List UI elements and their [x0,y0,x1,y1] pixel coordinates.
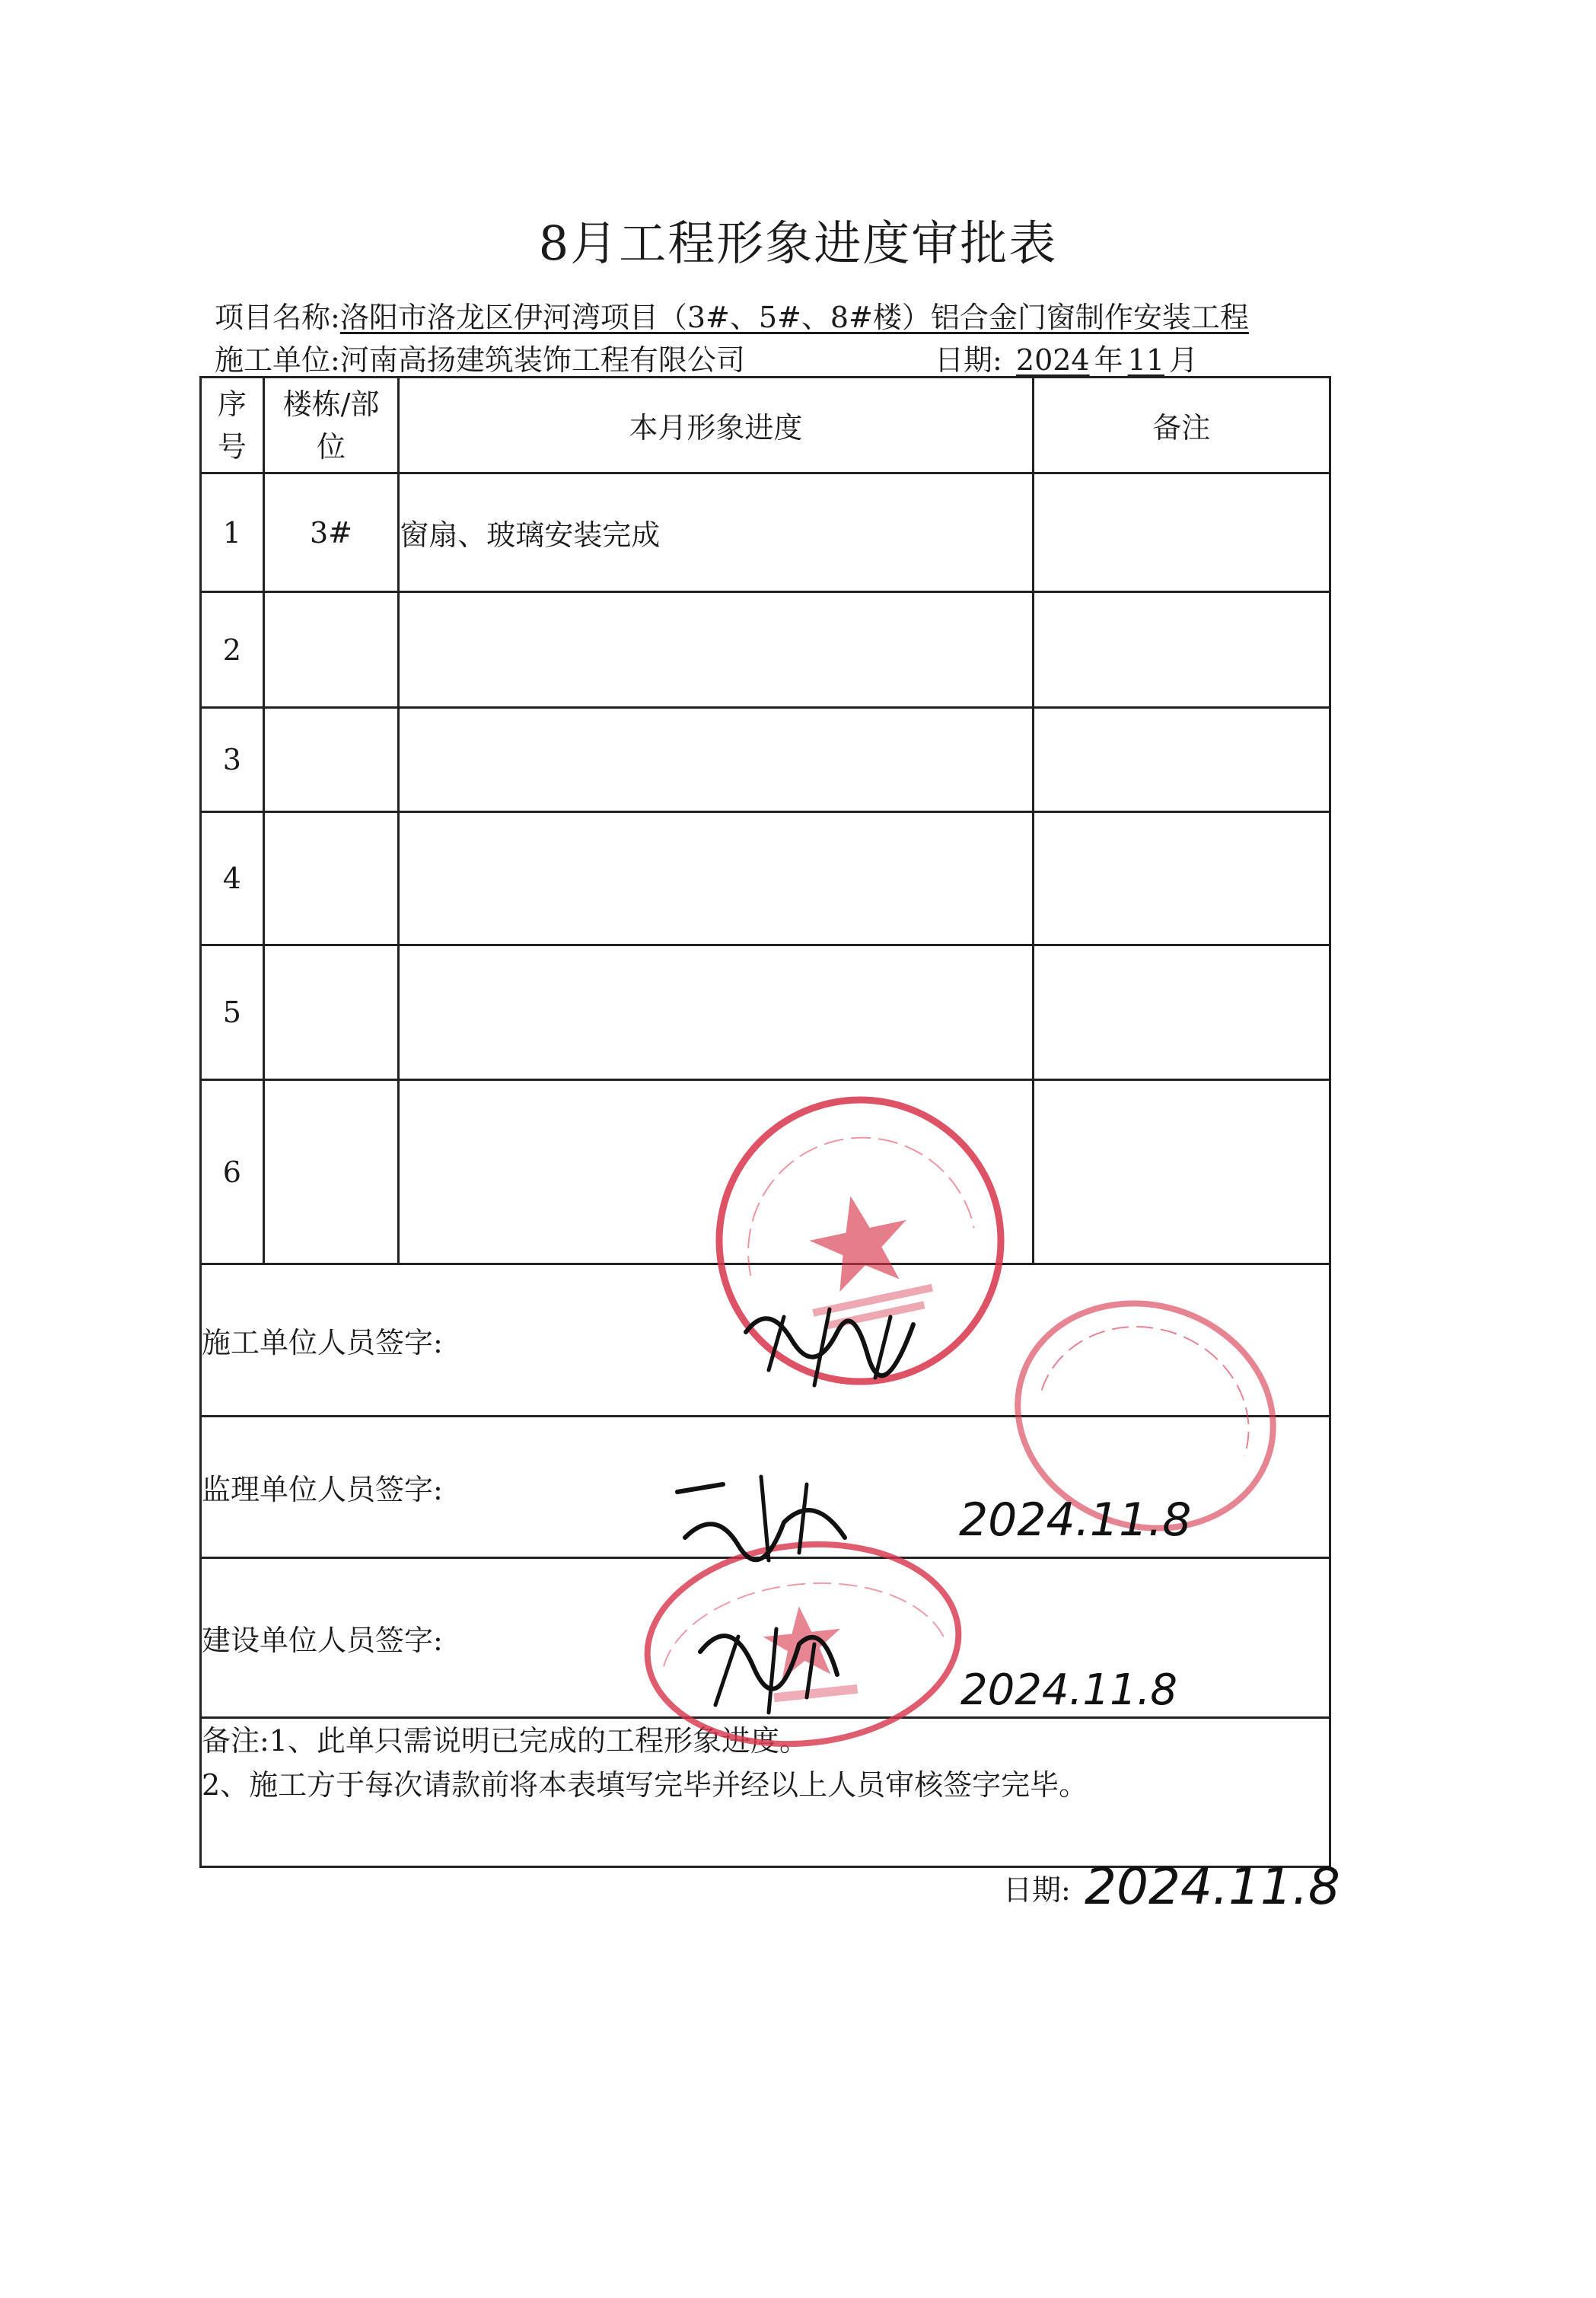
date-row [935,336,1198,378]
contractor-signature-row [201,1264,1330,1417]
row-progress: 窗扇、玻璃安装完成 [399,473,1033,592]
date-month: 11 [1127,343,1164,377]
project-row [215,294,1249,336]
contractor-signature-label: 施工单位人员签字: [201,1264,1330,1417]
row-note [1033,473,1330,592]
row-progress [399,1080,1033,1264]
row-note [1033,812,1330,945]
row-location [263,812,399,945]
row-no: 6 [201,1080,264,1264]
bottom-handwritten-date: 2024.11.8 [1085,1857,1340,1916]
row-note [1033,708,1330,812]
row-no: 3 [201,708,264,812]
header-progress: 本月形象进度 [399,378,1033,473]
bottom-date [1003,1866,1071,1908]
header-location: 楼栋/部 位 [263,378,399,473]
header-no: 序 号 [201,378,264,473]
row-location [263,1080,399,1264]
row-location: 3# [263,473,399,592]
project-label: 项目名称: [215,301,340,334]
owner-signature-label: 建设单位人员签字: [201,1558,1330,1718]
date-label: 日期: [935,343,1002,377]
row-progress [399,708,1033,812]
table-row [201,1080,1330,1264]
row-location [263,592,399,708]
row-note [1033,945,1330,1080]
date-year: 2024 [1015,343,1090,377]
contractor-label: 施工单位: [215,343,340,377]
bottom-date-label: 日期: [1003,1873,1071,1907]
remarks [201,1718,1330,1867]
remarks-row [201,1718,1330,1867]
contractor-name: 河南高扬建筑装饰工程有限公司 [339,343,745,377]
header-note: 备注 [1033,378,1330,473]
contractor-row [215,336,745,378]
supervisor-signature-label: 监理单位人员签字: [201,1417,1330,1558]
row-no: 2 [201,592,264,708]
row-progress [399,945,1033,1080]
row-note [1033,1080,1330,1264]
table-row [201,708,1330,812]
row-no: 5 [201,945,264,1080]
table-row [201,812,1330,945]
date-month-unit: 月 [1169,343,1199,377]
owner-handwritten-date: 2024.11.8 [960,1665,1178,1715]
row-location [263,708,399,812]
row-note [1033,592,1330,708]
progress-table [199,376,1331,1868]
project-name: 洛阳市洛龙区伊河湾项目（3#、5#、8#楼）铝合金门窗制作安装工程 [339,301,1249,334]
remark-line-2: 2、施工方于每次请款前将本表填写完毕并经以上人员审核签字完毕。 [202,1768,1088,1802]
form-title: 8月工程形象进度审批表 [538,215,1058,271]
row-progress [399,812,1033,945]
table-row [201,473,1330,592]
table-row [201,945,1330,1080]
date-year-unit: 年 [1094,343,1123,377]
table-row [201,592,1330,708]
row-no: 4 [201,812,264,945]
row-location [263,945,399,1080]
row-progress [399,592,1033,708]
supervisor-handwritten-date: 2024.11.8 [959,1493,1192,1547]
row-no: 1 [201,473,264,592]
remark-line-1: 备注:1、此单只需说明已完成的工程形象进度。 [202,1724,808,1758]
table-header-row [201,378,1330,473]
